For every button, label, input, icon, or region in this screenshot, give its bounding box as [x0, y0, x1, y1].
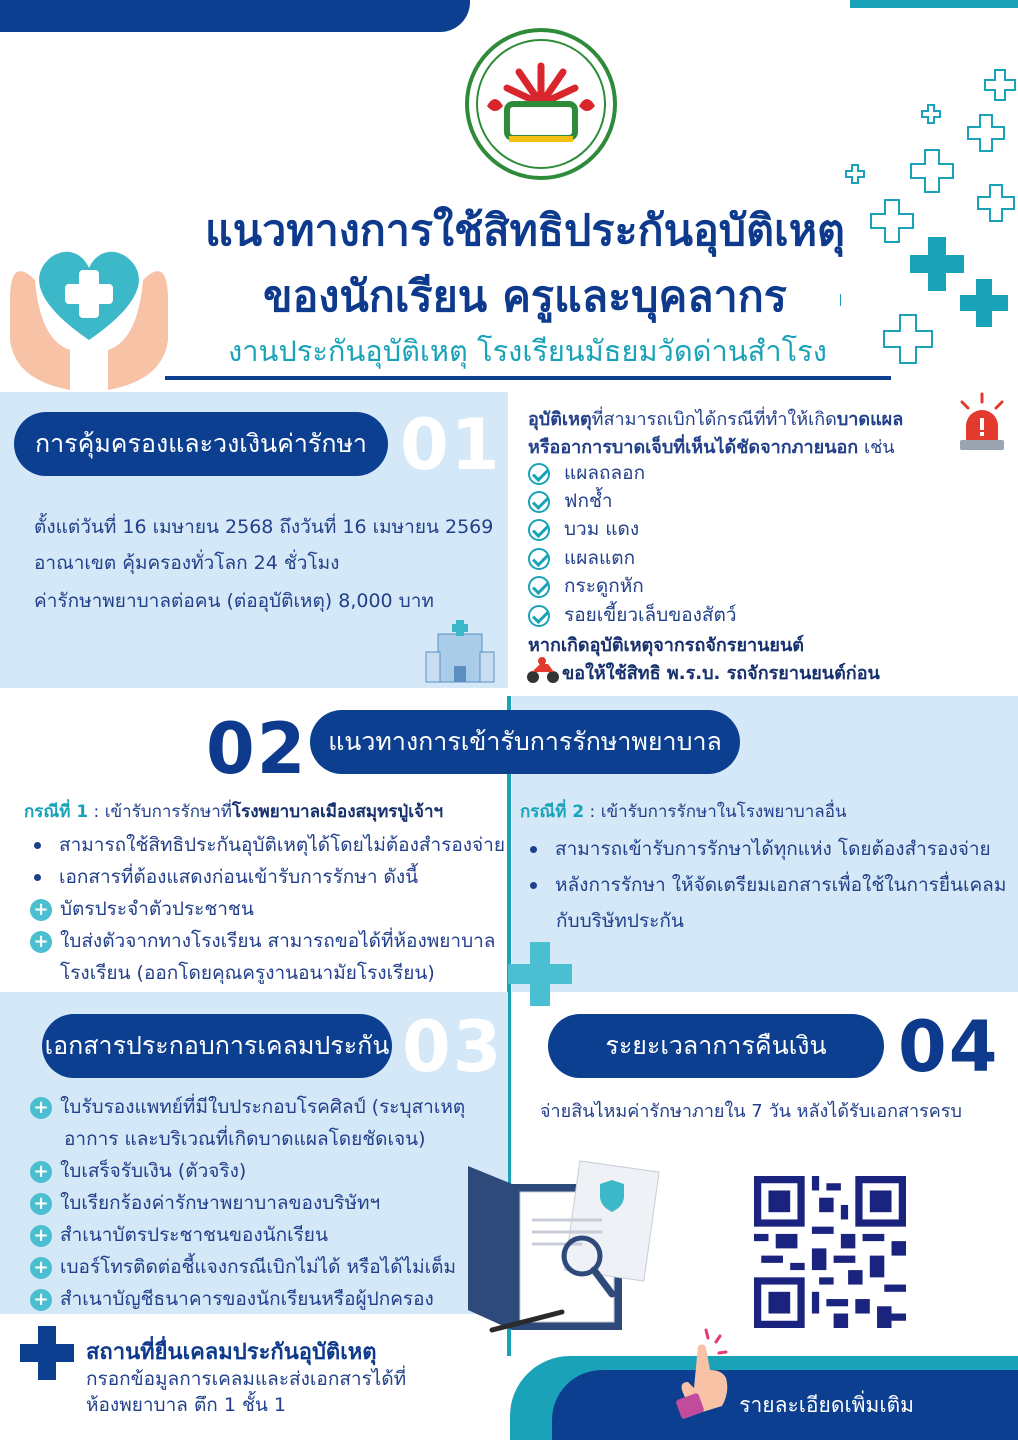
check-icon — [528, 519, 550, 541]
accident-intro-bold2: บาดแผล — [836, 409, 904, 430]
bullet-label: สามารถเข้ารับการรักษาได้ทุกแห่ง โดยต้องสำรองจ่าย — [555, 838, 991, 860]
bullet-dot — [530, 882, 537, 889]
plus-circle-icon: + — [30, 1257, 52, 1279]
case1-bullet-1 — [34, 862, 418, 892]
case1-bold: โรงพยาบาลเมืองสมุทรปู่เจ้าฯ — [231, 802, 444, 822]
section3-item-3 — [30, 1220, 328, 1250]
doc-label: บัตรประจำตัวประชาชน — [60, 898, 254, 920]
accident-intro-text2: เช่น — [858, 437, 895, 458]
case1-doc-0 — [30, 894, 254, 924]
check-icon — [528, 576, 550, 598]
school-logo-emblem — [469, 32, 613, 176]
accident-item-1 — [528, 486, 613, 516]
accident-item-label: กระดูกหัก — [564, 575, 644, 597]
doc-label: ใบรับรองแพทย์ที่มีใบประกอบโรคศิลป์ (ระบุสาเหตุ — [60, 1096, 466, 1118]
top-right-bar — [850, 0, 1018, 8]
section2-number: 02 — [206, 708, 308, 790]
bullet-label: เอกสารที่ต้องแสดงก่อนเข้ารับการรักษา ดังนี้ — [59, 866, 419, 888]
bullet-label: สามารถใช้สิทธิประกันอุบัติเหตุได้โดยไม่ต้องสำรองจ่าย — [59, 834, 505, 856]
accident-item-label: ฟกช้ำ — [564, 490, 613, 512]
case2-title — [520, 798, 847, 825]
accident-intro-text1: ที่สามารถเบิกได้กรณีที่ทำให้เกิด — [591, 409, 837, 430]
motorcycle-note-line1: หากเกิดอุบัติเหตุจากรถจักรยานยนต์ — [528, 635, 804, 656]
doc-label: สำเนาบัตรประชาชนของนักเรียน — [60, 1224, 328, 1246]
plus-circle-icon: + — [30, 1097, 52, 1119]
section4-text: จ่ายสินไหมค่ารักษาภายใน 7 วัน หลังได้รับเอกสารครบ — [540, 1101, 962, 1122]
school-logo — [465, 28, 617, 180]
case2-label: กรณีที่ 2 — [520, 802, 585, 822]
section3-item-0-cont: อาการ และบริเวณที่เกิดบาดแผลโดยชัดเจน) — [64, 1128, 426, 1150]
case2-text: : เข้ารับการรักษาในโรงพยาบาลอื่น — [584, 802, 847, 822]
accident-intro-line2 — [528, 432, 895, 461]
section1-line-0: ตั้งแต่วันที่ 16 เมษายน 2568 ถึงวันที่ 16 เมษายน 2569 — [34, 516, 494, 538]
plus-circle-icon: + — [30, 1193, 52, 1215]
case1-label: กรณีที่ 1 — [24, 802, 89, 822]
section4-heading: ระยะเวลาการคืนเงิน — [548, 1014, 884, 1078]
accident-item-label: แผลแตก — [564, 547, 636, 569]
case1-bullet-0 — [34, 830, 505, 860]
accident-intro-line1 — [528, 404, 903, 433]
page-title-line2: ของนักเรียน ครูและบุคลากร — [263, 272, 787, 322]
plus-circle-icon: + — [30, 1225, 52, 1247]
claim-place-line1: กรอกข้อมูลการเคลมและส่งเอกสารได้ที่ — [86, 1368, 407, 1390]
section3-item-5 — [30, 1284, 434, 1314]
subtitle-underline — [165, 376, 891, 380]
accident-item-5 — [528, 600, 737, 630]
plus-circle-icon: + — [30, 931, 52, 953]
more-details-button[interactable] — [552, 1370, 1018, 1440]
accident-item-4 — [528, 571, 644, 601]
accident-item-label: แผลถลอก — [564, 462, 646, 484]
doc-label: ใบเสร็จรับเงิน (ตัวจริง) — [60, 1160, 247, 1182]
case2-bullet-1 — [530, 870, 1006, 900]
accident-item-3 — [528, 543, 635, 573]
accident-intro-bold1: อุบัติเหตุ — [528, 409, 592, 430]
check-icon — [528, 463, 550, 485]
accident-intro-bold3: หรืออาการบาดเจ็บที่เห็นได้ชัดจากภายนอก — [528, 437, 859, 458]
section3-heading: เอกสารประกอบการเคลมประกัน — [42, 1014, 392, 1078]
bullet-dot — [530, 846, 537, 853]
medical-cross-icon — [20, 1326, 74, 1380]
case1-doc-1-cont: โรงเรียน (ออกโดยคุณครูงานอนามัยโรงเรียน) — [60, 962, 435, 984]
plus-circle-icon: + — [30, 1289, 52, 1311]
bullet-dot — [34, 874, 41, 881]
case1-text: : เข้ารับการรักษาที่ — [88, 802, 232, 822]
motorcycle-note-line2: ขอให้ใช้สิทธิ พ.ร.บ. รถจักรยานยนต์ก่อน — [562, 663, 880, 684]
motorcycle-icon — [526, 656, 560, 684]
accident-item-label: รอยเขี้ยวเล็บของสัตว์ — [564, 604, 737, 626]
case1-title — [24, 798, 443, 825]
hospital-icon — [424, 618, 496, 684]
top-bar-navy — [0, 0, 470, 32]
qr-code[interactable] — [754, 1176, 906, 1328]
section3-item-1 — [30, 1156, 246, 1186]
plus-circle-icon: + — [30, 899, 52, 921]
section3-number: 03 — [402, 1006, 504, 1088]
more-details-label: รายละเอียดเพิ่มเติม — [739, 1392, 914, 1417]
accident-item-2 — [528, 514, 639, 544]
doc-label: สำเนาบัญชีธนาคารของนักเรียนหรือผู้ปกครอง — [60, 1288, 434, 1310]
alarm-siren-icon — [954, 392, 1010, 454]
case2-bullet-0 — [530, 834, 991, 864]
check-icon — [528, 605, 550, 627]
bullet-dot — [34, 842, 41, 849]
check-icon — [528, 548, 550, 570]
medical-cross-icon — [508, 942, 572, 1006]
section3-item-4 — [30, 1252, 456, 1282]
bullet-label: หลังการรักษา ให้จัดเตรียมเอกสารเพื่อใช้ในการยื่นเคลม — [555, 874, 1007, 896]
section3-item-0 — [30, 1092, 465, 1122]
section3-item-2 — [30, 1188, 380, 1218]
top-bar-teal — [0, 28, 470, 56]
section1-number: 01 — [400, 404, 502, 486]
decorative-crosses — [840, 55, 1018, 385]
claim-place-line2: ห้องพยาบาล ตึก 1 ชั้น 1 — [86, 1394, 286, 1416]
section1-line-1: อาณาเขต คุ้มครองทั่วโลก 24 ชั่วโมง — [34, 552, 340, 574]
claim-place-title: สถานที่ยื่นเคลมประกันอุบัติเหตุ — [86, 1340, 377, 1365]
section1-heading: การคุ้มครองและวงเงินค่ารักษา — [14, 412, 388, 476]
accident-item-0 — [528, 458, 645, 488]
check-icon — [528, 491, 550, 513]
doc-label: เบอร์โทรติดต่อชี้แจงกรณีเบิกไม่ได้ หรือได้ไม่เต็ม — [60, 1256, 456, 1278]
case1-doc-1 — [30, 926, 495, 956]
doc-label: ใบส่งตัวจากทางโรงเรียน สามารถขอได้ที่ห้องพยาบาล — [60, 930, 496, 952]
hands-heart-icon — [5, 240, 173, 390]
page-title-line1: แนวทางการใช้สิทธิประกันอุบัติเหตุ — [205, 206, 845, 256]
section4-number: 04 — [898, 1006, 1000, 1088]
accident-item-label: บวม แดง — [564, 518, 640, 540]
section1-line-2: ค่ารักษาพยาบาลต่อคน (ต่ออุบัติเหตุ) 8,000 บาท — [34, 590, 434, 612]
doc-label: ใบเรียกร้องค่ารักษาพยาบาลของบริษัทฯ — [60, 1192, 381, 1214]
page-subtitle: งานประกันอุบัติเหตุ โรงเรียนมัธยมวัดด่านสำโรง — [228, 334, 827, 368]
document-folder-icon — [462, 1160, 662, 1340]
section2-heading: แนวทางการเข้ารับการรักษาพยาบาล — [310, 710, 740, 774]
plus-circle-icon: + — [30, 1161, 52, 1183]
case2-bullet-1-cont: กับบริษัทประกัน — [556, 910, 684, 932]
pointing-hand-icon — [672, 1326, 736, 1420]
